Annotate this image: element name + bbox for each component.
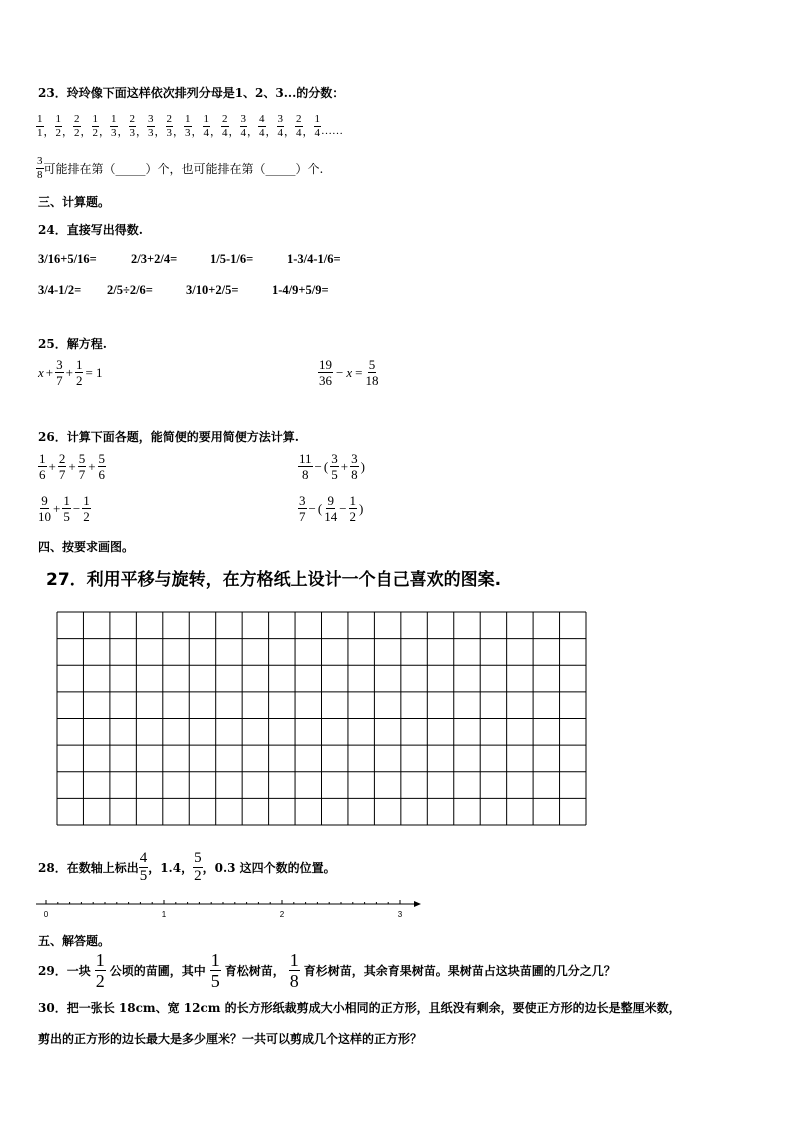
sequence-comma: ， — [191, 126, 203, 138]
q24-expr-6: 2/5÷2/6= — [107, 283, 153, 297]
q26-expression-4: $\frac{3}{7}$ − ( $\frac{9}{14}$ − $\frac{1}{2}$ ) — [299, 493, 364, 524]
q29-fraction-3: $\frac{1}{8}$ — [289, 950, 299, 991]
sequence-fraction: $\frac{2}{2}$ — [74, 112, 80, 139]
section-5-heading: 五、解答题。 — [38, 934, 111, 948]
sequence-fraction: $\frac{2}{3}$ — [129, 112, 135, 139]
sequence-ellipsis: …… — [321, 125, 343, 137]
q28-title — [38, 851, 336, 884]
q24-expr-2: 2/3+2/4= — [131, 252, 178, 266]
sequence-fraction: $\frac{1}{4}$ — [314, 112, 320, 139]
arrow-icon — [414, 901, 421, 907]
section-4-heading: 四、按要求画图。 — [38, 540, 135, 554]
q25-title: 25．解方程. — [38, 337, 107, 351]
sequence-fraction: $\frac{2}{4}$ — [222, 112, 228, 139]
sequence-comma: ， — [302, 126, 314, 138]
q30-line-1: 30．把一张长 18cm、宽 12cm 的长方形纸裁剪成大小相同的正方形，且纸没有剩余，要使正方形的边长是整厘米数， — [38, 1001, 681, 1015]
q29-text-b: 公顷的苗圃，其中 — [109, 964, 206, 978]
sequence-fraction: $\frac{1}{4}$ — [203, 112, 209, 139]
sequence-comma: ， — [265, 126, 277, 138]
answer-blank-2[interactable]: _____ — [265, 161, 296, 176]
sequence-fraction: $\frac{2}{3}$ — [166, 112, 172, 139]
number-line-label: 0 — [43, 910, 49, 919]
q24-expr-1: 3/16+5/16= — [38, 252, 97, 266]
q26-title: 26．计算下面各题，能简便的要用简便方法计算. — [38, 430, 299, 444]
q25-equation-1: x + $\frac{3}{7}$ + $\frac{1}{2}$ = 1 — [38, 357, 103, 388]
answer-blank-1[interactable]: _____ — [115, 161, 146, 176]
q28-text-b: ，0.3 这四个数的位置。 — [202, 861, 336, 875]
q23-text-b: ）个，也可能排在第（ — [145, 162, 266, 176]
drawing-grid[interactable] — [56, 611, 587, 826]
q24-expr-3: 1/5-1/6= — [210, 252, 254, 266]
sequence-comma: ， — [173, 126, 184, 138]
q23-title: 23．玲玲像下面这样依次排列分母是1、2、3...的分数： — [38, 86, 345, 100]
q23-text-a: 可能排在第（ — [43, 162, 116, 176]
q24-expr-5: 3/4-1/2= — [38, 283, 82, 297]
sequence-fraction: $\frac{3}{4}$ — [277, 112, 283, 139]
q23-text-c: ）个. — [295, 162, 324, 176]
q29-fraction-2: $\frac{1}{5}$ — [210, 950, 220, 991]
sequence-fraction: $\frac{1}{1}$ — [37, 112, 43, 139]
q25-equation-2: $\frac{19}{36}$ − x = $\frac{5}{18}$ — [319, 357, 379, 388]
q29-text-d: 育杉树苗，其余育果树苗。果树苗占这块苗圃的几分之几？ — [303, 964, 616, 978]
q24-expr-4: 1-3/4-1/6= — [287, 252, 341, 266]
q26-expression-3: $\frac{9}{10}$ + $\frac{1}{5}$ − $\frac{1}{2}$ — [38, 493, 90, 524]
sequence-comma: ， — [154, 126, 166, 138]
q26-expression-1: $\frac{1}{6}$ + $\frac{2}{7}$ + $\frac{5}{7}$ + $\frac{5}{6}$ — [39, 451, 106, 482]
sequence-fraction: $\frac{1}{3}$ — [185, 112, 191, 139]
q23-sequence — [36, 113, 343, 139]
q30-line-2: 剪出的正方形的边长最大是多少厘米？一共可以剪成几个这样的正方形？ — [38, 1032, 423, 1046]
number-line-label: 2 — [279, 910, 285, 919]
sequence-comma: ， — [247, 126, 258, 138]
sequence-comma: ， — [80, 126, 92, 138]
sequence-comma: ， — [117, 126, 129, 138]
q28-fraction-1: $\frac{4}{5}$ — [139, 850, 148, 884]
q23-line2 — [36, 156, 323, 181]
sequence-fraction: $\frac{3}{4}$ — [240, 112, 246, 139]
sequence-comma: ， — [228, 126, 240, 138]
sequence-comma: ， — [284, 126, 295, 138]
sequence-comma: ， — [62, 126, 73, 138]
q24-expr-8: 1-4/9+5/9= — [272, 283, 329, 297]
sequence-fraction: $\frac{1}{2}$ — [92, 112, 98, 139]
q28-fraction-2: $\frac{5}{2}$ — [194, 850, 202, 884]
number-line[interactable] — [36, 896, 426, 922]
q24-expr-7: 3/10+2/5= — [186, 283, 239, 297]
sequence-comma: ， — [136, 126, 147, 138]
q24-title: 24．直接写出得数. — [38, 223, 143, 237]
sequence-comma: ， — [99, 126, 110, 138]
number-line-label: 3 — [397, 910, 403, 919]
q27-title: 27．利用平移与旋转，在方格纸上设计一个自己喜欢的图案. — [46, 570, 502, 590]
sequence-fraction: $\frac{1}{3}$ — [111, 112, 117, 139]
q28-text-mid: ，1.4， — [148, 861, 194, 875]
section-3-heading: 三、计算题。 — [38, 195, 111, 209]
sequence-comma: ， — [43, 126, 55, 138]
number-line-label: 1 — [161, 910, 167, 919]
sequence-fraction: $\frac{1}{2}$ — [55, 112, 61, 139]
q29-fraction-1: $\frac{1}{2}$ — [95, 950, 105, 991]
q23-fraction: $\frac{3}{8}$ — [37, 155, 43, 181]
sequence-comma: ， — [210, 126, 221, 138]
sequence-fraction: $\frac{3}{3}$ — [148, 112, 154, 139]
q29-text-a: 29．一块 — [38, 964, 91, 978]
q29-text-c: 育松树苗， — [224, 964, 285, 978]
sequence-fraction: $\frac{4}{4}$ — [259, 112, 265, 139]
q28-text-a: 28．在数轴上标出 — [38, 861, 139, 875]
q26-expression-2: $\frac{11}{8}$ − ( $\frac{3}{5}$ + $\frac{3}{8}$ ) — [299, 451, 365, 482]
q29-text — [38, 951, 616, 990]
sequence-fraction: $\frac{2}{4}$ — [296, 112, 302, 139]
